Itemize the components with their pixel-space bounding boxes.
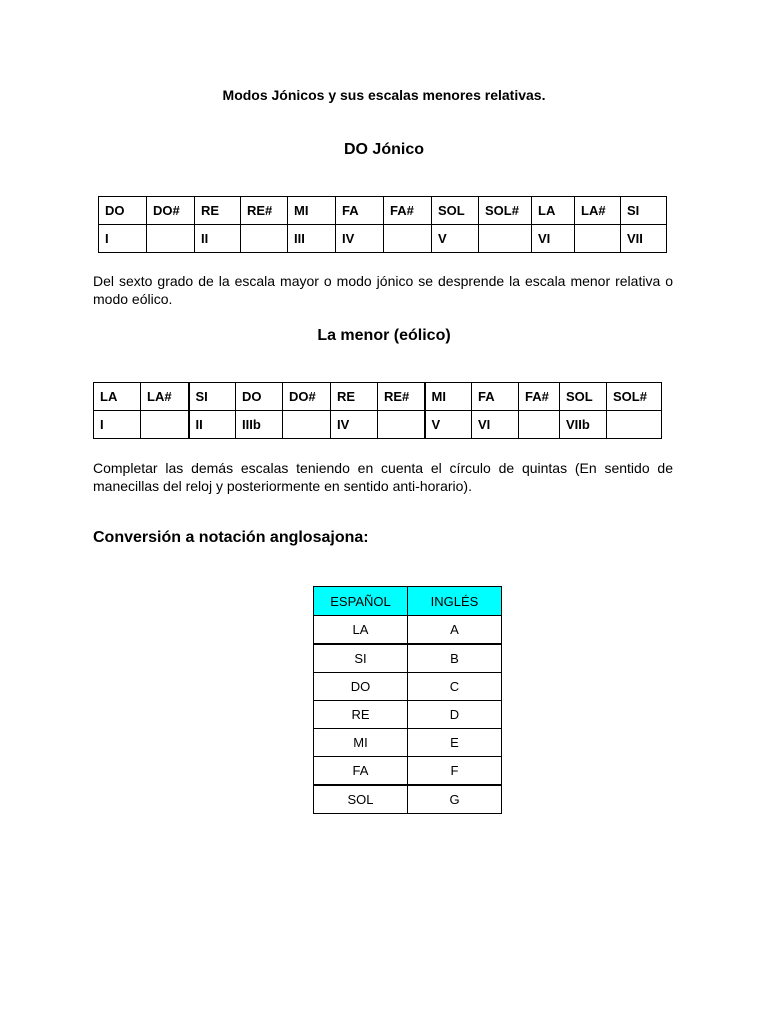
degree-cell: IV (331, 411, 378, 439)
degree-cell (519, 411, 560, 439)
note-cell: SOL# (479, 197, 532, 225)
english-note-cell: F (408, 757, 502, 786)
degree-cell (384, 225, 432, 253)
degree-cell (575, 225, 621, 253)
degree-cell: V (432, 225, 479, 253)
note-cell: MI (288, 197, 336, 225)
note-cell: SOL# (607, 383, 662, 411)
english-note-cell: B (408, 644, 502, 673)
relative-minor-paragraph: Del sexto grado de la escala mayor o modo jónico se desprende la escala menor relativa o modo eólico. (93, 273, 673, 307)
ionian-degrees-row (99, 225, 667, 253)
note-cell: LA (532, 197, 575, 225)
note-cell: RE (195, 197, 241, 225)
note-cell: FA# (384, 197, 432, 225)
note-cell: FA (472, 383, 519, 411)
degree-cell (241, 225, 288, 253)
spanish-note-cell: RE (314, 701, 408, 729)
conversion-heading: Conversión a notación anglosajona: (93, 529, 369, 546)
column-header-english: INGLÉS (408, 587, 502, 616)
table-row (314, 673, 502, 701)
degree-cell: II (189, 411, 236, 439)
table-row (314, 616, 502, 645)
spanish-note-cell: SOL (314, 785, 408, 814)
degree-cell: V (425, 411, 472, 439)
spanish-note-cell: MI (314, 729, 408, 757)
degree-cell: VI (472, 411, 519, 439)
english-note-cell: D (408, 701, 502, 729)
note-cell: RE# (241, 197, 288, 225)
degree-cell: VI (532, 225, 575, 253)
ionian-heading: DO Jónico (343, 141, 424, 158)
note-cell: FA# (519, 383, 560, 411)
degree-cell: II (195, 225, 241, 253)
degree-cell (607, 411, 662, 439)
note-cell: DO (236, 383, 283, 411)
degree-cell (283, 411, 331, 439)
spanish-note-cell: LA (314, 616, 408, 645)
aeolian-scale-table (93, 382, 662, 439)
note-cell: DO# (283, 383, 331, 411)
ionian-scale-table (98, 196, 667, 253)
table-row (314, 644, 502, 673)
note-cell: LA# (575, 197, 621, 225)
english-note-cell: C (408, 673, 502, 701)
spanish-note-cell: FA (314, 757, 408, 786)
document-title: Modos Jónicos y sus escalas menores relativas. (222, 87, 546, 103)
note-cell: DO (99, 197, 147, 225)
aeolian-degrees-row (94, 411, 662, 439)
degree-cell: IIIb (236, 411, 283, 439)
degree-cell (147, 225, 195, 253)
degree-cell: IV (336, 225, 384, 253)
aeolian-notes-row (94, 383, 662, 411)
english-note-cell: E (408, 729, 502, 757)
degree-cell (378, 411, 425, 439)
ionian-notes-row (99, 197, 667, 225)
instructions-paragraph: Completar las demás escalas teniendo en cuenta el círculo de quintas (En sentido de manecillas del reloj y posteriormente en sentido anti-horario). (93, 460, 673, 494)
degree-cell: VIIb (560, 411, 607, 439)
spanish-note-cell: DO (314, 673, 408, 701)
spanish-note-cell: SI (314, 644, 408, 673)
note-cell: RE# (378, 383, 425, 411)
note-cell: SOL (432, 197, 479, 225)
english-note-cell: A (408, 616, 502, 645)
degree-cell (141, 411, 189, 439)
note-cell: SI (621, 197, 667, 225)
note-cell: LA (94, 383, 141, 411)
note-cell: LA# (141, 383, 189, 411)
table-row (314, 785, 502, 814)
english-note-cell: G (408, 785, 502, 814)
degree-cell: I (99, 225, 147, 253)
column-header-spanish: ESPAÑOL (314, 587, 408, 616)
degree-cell: VII (621, 225, 667, 253)
note-cell: SI (189, 383, 236, 411)
degree-cell (479, 225, 532, 253)
conversion-header-row (314, 587, 502, 616)
note-cell: RE (331, 383, 378, 411)
table-row (314, 729, 502, 757)
aeolian-heading: La menor (eólico) (317, 327, 451, 344)
note-cell: DO# (147, 197, 195, 225)
note-cell: MI (425, 383, 472, 411)
note-cell: SOL (560, 383, 607, 411)
degree-cell: I (94, 411, 141, 439)
conversion-table (313, 586, 502, 814)
degree-cell: III (288, 225, 336, 253)
table-row (314, 701, 502, 729)
note-cell: FA (336, 197, 384, 225)
table-row (314, 757, 502, 786)
